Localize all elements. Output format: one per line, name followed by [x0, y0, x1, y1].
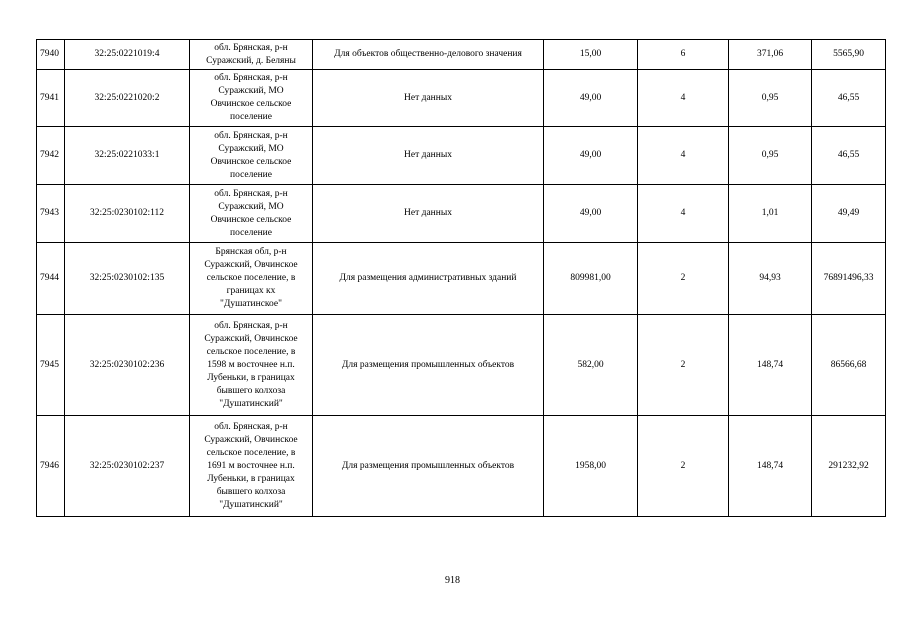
cadastral-value: 46,55 — [812, 70, 886, 127]
area: 582,00 — [544, 315, 638, 416]
address-line: обл. Брянская, р-н — [214, 188, 288, 199]
cadastral-number: 32:25:0221020:2 — [65, 70, 190, 127]
address — [190, 40, 313, 70]
address-line: Суражский, Овчинское — [204, 333, 298, 344]
table-row — [37, 70, 886, 127]
cadastral-value: 291232,92 — [812, 416, 886, 517]
rate: 0,95 — [729, 127, 812, 185]
address — [190, 185, 313, 243]
group: 2 — [638, 416, 729, 517]
row-number: 7946 — [37, 416, 65, 517]
address-line: Лубеньки, в границах — [207, 473, 295, 484]
row-number: 7945 — [37, 315, 65, 416]
cadastral-value: 49,49 — [812, 185, 886, 243]
group: 2 — [638, 315, 729, 416]
address-line: поселение — [230, 112, 272, 122]
address-line: "Душатинское" — [219, 299, 283, 309]
address-line: Овчинское сельское — [210, 214, 292, 225]
address-line: обл. Брянская, р-н — [214, 320, 288, 331]
cadastral-value: 76891496,33 — [812, 243, 886, 315]
usage-type: Для размещения административных зданий — [313, 243, 544, 315]
address-line: обл. Брянская, р-н — [214, 421, 288, 432]
group: 2 — [638, 243, 729, 315]
address-line: Брянская обл, р-н — [215, 247, 287, 257]
address-line: Овчинское сельское — [210, 99, 292, 109]
area: 49,00 — [544, 185, 638, 243]
cadastral-value: 86566,68 — [812, 315, 886, 416]
cadastral-number: 32:25:0221033:1 — [65, 127, 190, 185]
address-line: Суражский, МО — [218, 86, 284, 96]
address-line: поселение — [230, 169, 272, 180]
group: 6 — [638, 40, 729, 70]
address — [190, 70, 313, 127]
table-row — [37, 243, 886, 315]
address-line: Суражский, д. Беляны — [206, 55, 296, 66]
cadastral-number: 32:25:0230102:236 — [65, 315, 190, 416]
row-number: 7942 — [37, 127, 65, 185]
address-line: 1691 м восточнее н.п. — [207, 460, 295, 471]
rate: 148,74 — [729, 315, 812, 416]
cadastral-value: 5565,90 — [812, 40, 886, 70]
rate: 0,95 — [729, 70, 812, 127]
usage-type: Для размещения промышленных объектов — [313, 315, 544, 416]
address-line: Овчинское сельское — [210, 156, 292, 167]
cadastral-number: 32:25:0230102:237 — [65, 416, 190, 517]
address-line: обл. Брянская, р-н — [214, 73, 288, 83]
address-line: "Душатинский" — [219, 499, 283, 510]
group: 4 — [638, 70, 729, 127]
cadastral-table — [36, 39, 886, 517]
area: 1958,00 — [544, 416, 638, 517]
table-body — [37, 40, 886, 517]
table-row — [37, 315, 886, 416]
area: 15,00 — [544, 40, 638, 70]
usage-type: Для объектов общественно-делового значения — [313, 40, 544, 70]
address — [190, 243, 313, 315]
table-row — [37, 40, 886, 70]
address — [190, 315, 313, 416]
address-line: сельское поселение, в — [206, 346, 296, 357]
rate: 1,01 — [729, 185, 812, 243]
row-number: 7941 — [37, 70, 65, 127]
cadastral-value: 46,55 — [812, 127, 886, 185]
usage-type: Нет данных — [313, 185, 544, 243]
address-line: Суражский, Овчинское — [204, 260, 298, 270]
address-line: Суражский, МО — [218, 143, 284, 154]
address-line: сельское поселение, в — [206, 447, 296, 458]
cadastral-number: 32:25:0230102:135 — [65, 243, 190, 315]
address — [190, 127, 313, 185]
cadastral-number: 32:25:0221019:4 — [65, 40, 190, 70]
area: 49,00 — [544, 127, 638, 185]
group: 4 — [638, 127, 729, 185]
usage-type: Нет данных — [313, 127, 544, 185]
address-line: поселение — [230, 227, 272, 238]
rate: 94,93 — [729, 243, 812, 315]
address-line: сельское поселение, в — [206, 273, 296, 283]
address-line: "Душатинский" — [219, 398, 283, 409]
cadastral-number: 32:25:0230102:112 — [65, 185, 190, 243]
table-row — [37, 416, 886, 517]
area: 809981,00 — [544, 243, 638, 315]
address-line: обл. Брянская, р-н — [214, 130, 288, 141]
usage-type: Нет данных — [313, 70, 544, 127]
address-line: Суражский, МО — [218, 201, 284, 212]
rate: 148,74 — [729, 416, 812, 517]
rate: 371,06 — [729, 40, 812, 70]
table-row — [37, 185, 886, 243]
address-line: обл. Брянская, р-н — [214, 42, 288, 53]
usage-type: Для размещения промышленных объектов — [313, 416, 544, 517]
address-line: бывшего колхоза — [216, 385, 286, 396]
row-number: 7943 — [37, 185, 65, 243]
address-line: Лубеньки, в границах — [207, 372, 295, 383]
row-number: 7940 — [37, 40, 65, 70]
address-line: Суражский, Овчинское — [204, 434, 298, 445]
address — [190, 416, 313, 517]
page-number: 918 — [445, 575, 460, 586]
address-line: 1598 м восточнее н.п. — [207, 359, 295, 370]
table-row — [37, 127, 886, 185]
group: 4 — [638, 185, 729, 243]
address-line: бывшего колхоза — [216, 486, 286, 497]
row-number: 7944 — [37, 243, 65, 315]
area: 49,00 — [544, 70, 638, 127]
address-line: границах кх — [226, 286, 276, 296]
